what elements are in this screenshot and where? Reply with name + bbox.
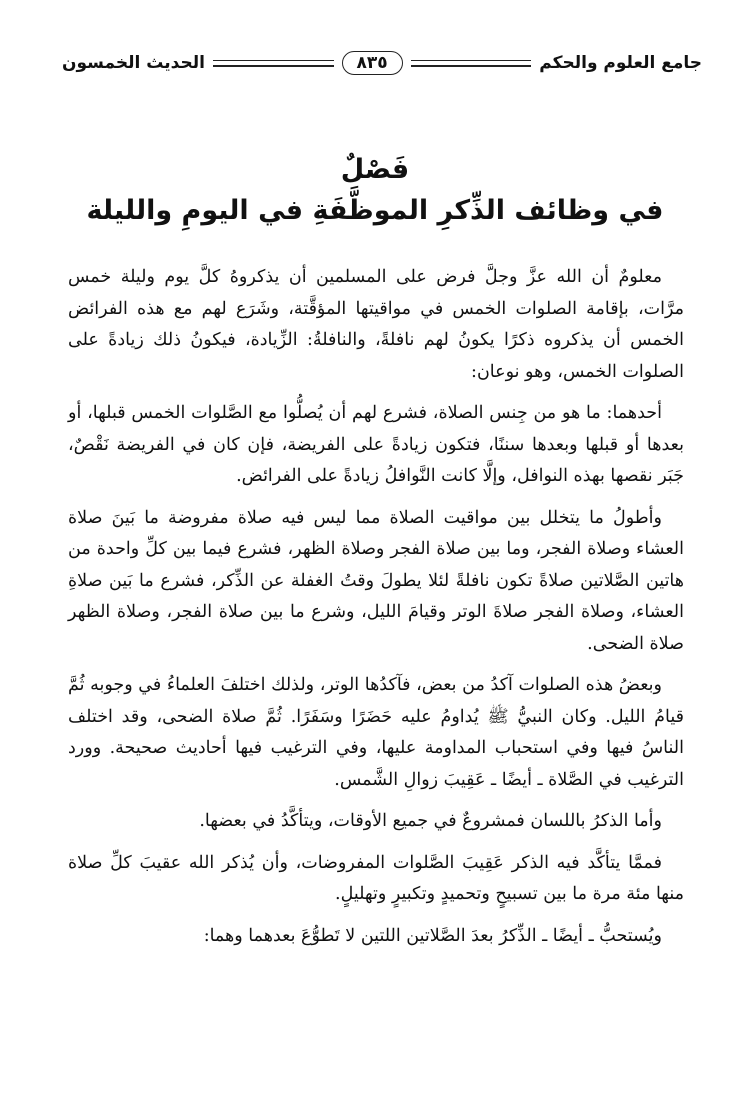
chapter-title: في وظائف الذِّكرِ الموظَّفَةِ في اليومِ والليلة <box>86 195 664 226</box>
body-text <box>68 262 684 962</box>
paragraph: ويُستحبُّ ـ أيضًا ـ الذِّكرُ بعدَ الصَّلاتين اللتين لا تَطوُّعَ بعدهما وهما: <box>203 925 662 946</box>
paragraph: وأما الذكرُ باللسان فمشروعٌ في جميع الأوقات، ويتأكَّدُ في بعضها. <box>199 811 662 831</box>
chapter-heading <box>0 150 750 232</box>
book-title: جامع العلوم والحكم <box>539 53 702 73</box>
paragraph: وبعضُ هذه الصلوات آكدُ من بعض، فآكدُها الوتر، ولذلك اختلفَ العلماءُ في وجوبه ثُمَّ قيامُ الليل. وكان النبيُّ ﷺ يُداومُ عليه حَضَرًا وسَفَرًا. ثُمَّ صلاة الضحى، وقد اختلف الناسُ فيها وفي استحباب المداومة عليها، وفي الترغيب فيها أحاديث صحيحة. وورد الترغيب في الصَّلاة ـ أيضًا ـ عَقِيبَ زوالِ الشَّمس. <box>68 675 684 790</box>
page-number: ٨٣٥ <box>342 51 403 75</box>
chapter-label: فَصْلٌ <box>340 154 410 185</box>
header-rule-right <box>411 60 532 67</box>
running-header <box>62 46 702 80</box>
section-title: الحديث الخمسون <box>62 53 205 73</box>
paragraph: وأطولُ ما يتخلل بين مواقيت الصلاة مما ليس فيه صلاة مفروضة ما بَينَ صلاة العشاء وصلاة الفجر، وما بين صلاة الفجر وصلاة الظهر، فشرع فيما بين كلِّ واحدة من هاتين الصَّلاتين صلاةً تكون نافلةً لئلا يطولَ وقتُ الغفلة عن الذِّكر، فشرع ما بَين صلاةِ العشاء، وصلاة الفجر صلاةَ الوتر وقيامَ الليل، وشرع ما بين صلاة الفجر، وصلاة الظهر صلاة الضحى. <box>68 507 684 654</box>
paragraph: أحدهما: ما هو من جِنس الصلاة، فشرع لهم أن يُصلُّوا مع الصَّلوات الخمس قبلها، أو بعدها أو قبلها وبعدها سننًا، فتكون زيادةً على الفريضة، فإن كان في الفريضة نَقْصٌ، جَبَر نقصها بهذه النوافل، وإلَّا كانت النَّوافلُ زيادةً على الفرائض. <box>68 403 684 486</box>
header-rule-left <box>213 60 334 67</box>
paragraph: فممَّا يتأكَّد فيه الذكر عَقِيبَ الصَّلوات المفروضات، وأن يُذكر الله عقيبَ كلِّ صلاة منها مئة مرة ما بين تسبيحٍ وتحميدٍ وتكبيرٍ وتهليلٍ. <box>68 852 684 904</box>
paragraph: معلومٌ أن الله عزَّ وجلَّ فرض على المسلمين أن يذكروهُ كلَّ يوم وليلة خمس مرَّات، بإقامة الصلوات الخمس في مواقيتها المؤقَّتة، وشَرَع لهم مع هذه الفرائض الخمس أن يذكروه ذكرًا يكونُ لهم نافلةً، والنافلةُ: الزِّيادة، فيكونُ ذلك زيادةً على الصلوات الخمس، وهو نوعان: <box>68 267 684 382</box>
